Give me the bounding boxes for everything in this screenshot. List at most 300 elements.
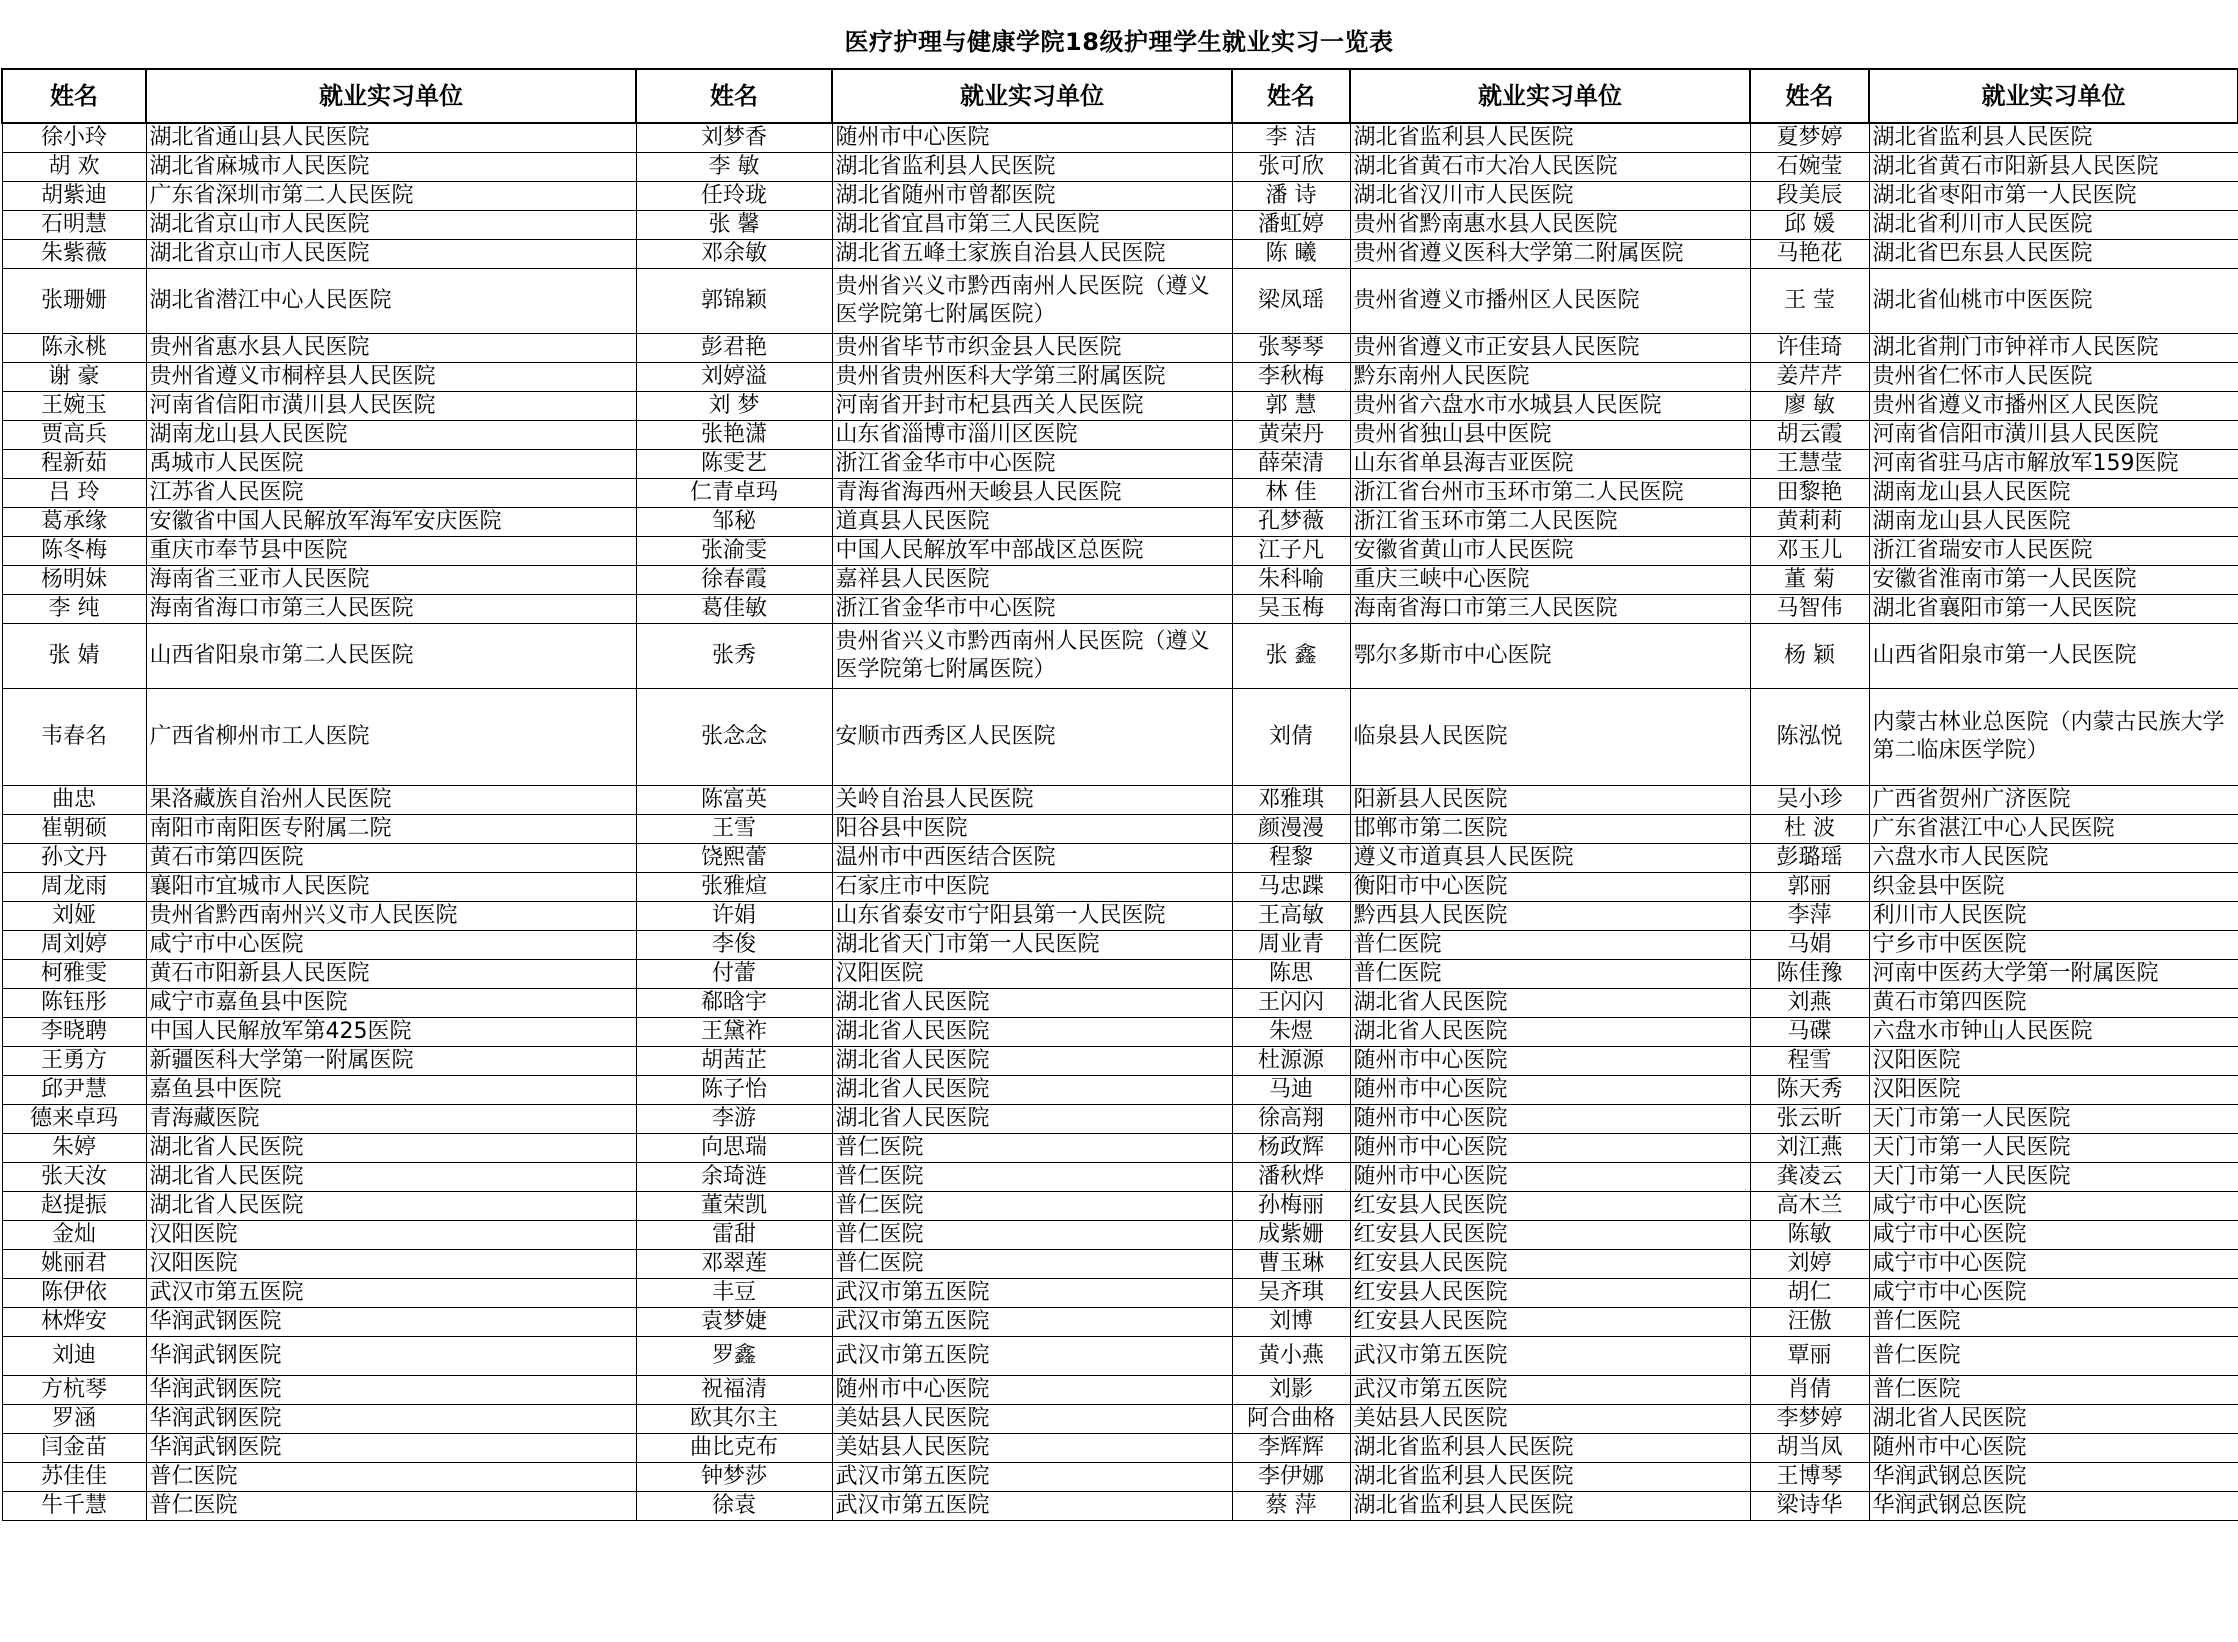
student-name-cell: 张珊姗 [2, 269, 146, 334]
placement-unit-cell: 广东省深圳市第二人民医院 [146, 182, 636, 211]
placement-unit-cell: 果洛藏族自治州人民医院 [146, 786, 636, 815]
placement-unit-cell: 重庆市奉节县中医院 [146, 537, 636, 566]
student-name-cell: 周龙雨 [2, 873, 146, 902]
student-name-cell: 彭璐瑶 [1750, 844, 1869, 873]
placement-unit-cell: 湖北省人民医院 [832, 1047, 1232, 1076]
student-name-cell: 韦春名 [2, 689, 146, 786]
header-name-4: 姓名 [1750, 69, 1869, 123]
header-unit-2: 就业实习单位 [832, 69, 1232, 123]
student-name-cell: 刘娅 [2, 902, 146, 931]
placement-unit-cell: 贵州省遵义市桐梓县人民医院 [146, 363, 636, 392]
student-name-cell: 徐小玲 [2, 123, 146, 153]
header-unit-4: 就业实习单位 [1869, 69, 2238, 123]
student-name-cell: 邓雅琪 [1232, 786, 1350, 815]
table-row [2, 624, 2238, 689]
student-name-cell: 孙梅丽 [1232, 1192, 1350, 1221]
placement-unit-cell: 贵州省遵义医科大学第二附属医院 [1350, 240, 1750, 269]
placement-unit-cell: 河南省开封市杞县西关人民医院 [832, 392, 1232, 421]
placement-unit-cell: 六盘水市人民医院 [1869, 844, 2238, 873]
placement-unit-cell: 湖北省巴东县人民医院 [1869, 240, 2238, 269]
student-name-cell: 胡云霞 [1750, 421, 1869, 450]
placement-unit-cell: 咸宁市中心医院 [1869, 1221, 2238, 1250]
placement-unit-cell: 华润武钢医院 [146, 1337, 636, 1376]
placement-unit-cell: 普仁医院 [1350, 931, 1750, 960]
placement-unit-cell: 浙江省瑞安市人民医院 [1869, 537, 2238, 566]
placement-unit-cell: 武汉市第五医院 [832, 1492, 1232, 1521]
student-name-cell: 胡 欢 [2, 153, 146, 182]
student-name-cell: 罗涵 [2, 1405, 146, 1434]
table-row [2, 566, 2238, 595]
placement-unit-cell: 红安县人民医院 [1350, 1192, 1750, 1221]
student-name-cell: 崔朝硕 [2, 815, 146, 844]
student-name-cell: 段美辰 [1750, 182, 1869, 211]
student-name-cell: 张念念 [636, 689, 832, 786]
placement-unit-cell: 贵州省黔南惠水县人民医院 [1350, 211, 1750, 240]
student-name-cell: 程新茹 [2, 450, 146, 479]
placement-unit-cell: 利川市人民医院 [1869, 902, 2238, 931]
student-name-cell: 石婉莹 [1750, 153, 1869, 182]
placement-unit-cell: 南阳市南阳医专附属二院 [146, 815, 636, 844]
table-row [2, 1463, 2238, 1492]
student-name-cell: 石明慧 [2, 211, 146, 240]
student-name-cell: 张天汝 [2, 1163, 146, 1192]
placement-unit-cell: 邯郸市第二医院 [1350, 815, 1750, 844]
placement-unit-cell: 青海省海西州天峻县人民医院 [832, 479, 1232, 508]
student-name-cell: 饶熙蕾 [636, 844, 832, 873]
table-row [2, 153, 2238, 182]
placement-unit-cell: 贵州省惠水县人民医院 [146, 334, 636, 363]
student-name-cell: 邱尹慧 [2, 1076, 146, 1105]
placement-unit-cell: 武汉市第五医院 [832, 1308, 1232, 1337]
placement-unit-cell: 贵州省独山县中医院 [1350, 421, 1750, 450]
placement-unit-cell: 湖北省麻城市人民医院 [146, 153, 636, 182]
student-name-cell: 张琴琴 [1232, 334, 1350, 363]
student-name-cell: 陈天秀 [1750, 1076, 1869, 1105]
student-name-cell: 邓玉儿 [1750, 537, 1869, 566]
student-name-cell: 成紫姗 [1232, 1221, 1350, 1250]
student-name-cell: 薛荣清 [1232, 450, 1350, 479]
student-name-cell: 谢 豪 [2, 363, 146, 392]
placement-unit-cell: 湖南龙山县人民医院 [146, 421, 636, 450]
placement-unit-cell: 黔西县人民医院 [1350, 902, 1750, 931]
placement-unit-cell: 武汉市第五医院 [1350, 1376, 1750, 1405]
placement-unit-cell: 江苏省人民医院 [146, 479, 636, 508]
student-name-cell: 黄莉莉 [1750, 508, 1869, 537]
placement-unit-cell: 华润武钢总医院 [1869, 1492, 2238, 1521]
student-name-cell: 许娟 [636, 902, 832, 931]
student-name-cell: 柯雅雯 [2, 960, 146, 989]
student-name-cell: 杨明妹 [2, 566, 146, 595]
placement-unit-cell: 湖北省黄石市阳新县人民医院 [1869, 153, 2238, 182]
student-name-cell: 王博琴 [1750, 1463, 1869, 1492]
placement-unit-cell: 普仁医院 [1869, 1337, 2238, 1376]
student-name-cell: 程雪 [1750, 1047, 1869, 1076]
table-row [2, 508, 2238, 537]
student-name-cell: 潘秋烨 [1232, 1163, 1350, 1192]
student-name-cell: 吴玉梅 [1232, 595, 1350, 624]
placement-unit-cell: 华润武钢医院 [146, 1308, 636, 1337]
placement-unit-cell: 黄石市阳新县人民医院 [146, 960, 636, 989]
table-row [2, 182, 2238, 211]
student-name-cell: 陈 曦 [1232, 240, 1350, 269]
student-name-cell: 梁凤瑶 [1232, 269, 1350, 334]
placement-unit-cell: 普仁医院 [146, 1492, 636, 1521]
student-name-cell: 张云昕 [1750, 1105, 1869, 1134]
student-name-cell: 张可欣 [1232, 153, 1350, 182]
student-name-cell: 阿合曲格 [1232, 1405, 1350, 1434]
placement-unit-cell: 武汉市第五医院 [146, 1279, 636, 1308]
student-name-cell: 胡紫迪 [2, 182, 146, 211]
table-row [2, 815, 2238, 844]
student-name-cell: 张 鑫 [1232, 624, 1350, 689]
table-row [2, 1047, 2238, 1076]
student-name-cell: 任玲珑 [636, 182, 832, 211]
placement-unit-cell: 襄阳市宜城市人民医院 [146, 873, 636, 902]
intern-placement-table [1, 68, 2238, 1521]
student-name-cell: 王慧莹 [1750, 450, 1869, 479]
student-name-cell: 曲忠 [2, 786, 146, 815]
student-name-cell: 夏梦婷 [1750, 123, 1869, 153]
student-name-cell: 李秋梅 [1232, 363, 1350, 392]
table-row [2, 1376, 2238, 1405]
placement-unit-cell: 贵州省遵义市播州区人民医院 [1350, 269, 1750, 334]
student-name-cell: 程黎 [1232, 844, 1350, 873]
student-name-cell: 闫金苗 [2, 1434, 146, 1463]
student-name-cell: 杜源源 [1232, 1047, 1350, 1076]
placement-unit-cell: 华润武钢医院 [146, 1376, 636, 1405]
student-name-cell: 张渝雯 [636, 537, 832, 566]
placement-unit-cell: 湖北省汉川市人民医院 [1350, 182, 1750, 211]
table-row [2, 1337, 2238, 1376]
student-name-cell: 徐高翔 [1232, 1105, 1350, 1134]
student-name-cell: 李梦婷 [1750, 1405, 1869, 1434]
placement-unit-cell: 湖北省随州市曾都医院 [832, 182, 1232, 211]
student-name-cell: 王勇方 [2, 1047, 146, 1076]
placement-unit-cell: 红安县人民医院 [1350, 1250, 1750, 1279]
student-name-cell: 姚丽君 [2, 1250, 146, 1279]
student-name-cell: 罗鑫 [636, 1337, 832, 1376]
placement-unit-cell: 关岭自治县人民医院 [832, 786, 1232, 815]
student-name-cell: 李伊娜 [1232, 1463, 1350, 1492]
placement-unit-cell: 随州市中心医院 [1350, 1076, 1750, 1105]
table-row [2, 1279, 2238, 1308]
student-name-cell: 马碟 [1750, 1018, 1869, 1047]
student-name-cell: 方杭琴 [2, 1376, 146, 1405]
student-name-cell: 祝福清 [636, 1376, 832, 1405]
student-name-cell: 邓翠莲 [636, 1250, 832, 1279]
student-name-cell: 吴齐琪 [1232, 1279, 1350, 1308]
student-name-cell: 郭锦颖 [636, 269, 832, 334]
placement-unit-cell: 湖北省监利县人民医院 [1350, 1463, 1750, 1492]
student-name-cell: 肖倩 [1750, 1376, 1869, 1405]
placement-unit-cell: 海南省三亚市人民医院 [146, 566, 636, 595]
placement-unit-cell: 普仁医院 [146, 1463, 636, 1492]
student-name-cell: 李俊 [636, 931, 832, 960]
student-name-cell: 胡当凤 [1750, 1434, 1869, 1463]
placement-unit-cell: 湖北省天门市第一人民医院 [832, 931, 1232, 960]
student-name-cell: 徐春霞 [636, 566, 832, 595]
placement-unit-cell: 武汉市第五医院 [832, 1337, 1232, 1376]
student-name-cell: 董荣凯 [636, 1192, 832, 1221]
student-name-cell: 王 莹 [1750, 269, 1869, 334]
student-name-cell: 黄小燕 [1232, 1337, 1350, 1376]
placement-unit-cell: 安徽省淮南市第一人民医院 [1869, 566, 2238, 595]
placement-unit-cell: 阳新县人民医院 [1350, 786, 1750, 815]
table-row [2, 1221, 2238, 1250]
student-name-cell: 龚凌云 [1750, 1163, 1869, 1192]
student-name-cell: 马娟 [1750, 931, 1869, 960]
table-row [2, 211, 2238, 240]
student-name-cell: 许佳琦 [1750, 334, 1869, 363]
placement-unit-cell: 安顺市西秀区人民医院 [832, 689, 1232, 786]
student-name-cell: 李 洁 [1232, 123, 1350, 153]
placement-unit-cell: 湖南龙山县人民医院 [1869, 479, 2238, 508]
placement-unit-cell: 湖北省人民医院 [832, 1105, 1232, 1134]
student-name-cell: 黄荣丹 [1232, 421, 1350, 450]
student-name-cell: 葛承缘 [2, 508, 146, 537]
table-row [2, 334, 2238, 363]
placement-unit-cell: 贵州省仁怀市人民医院 [1869, 363, 2238, 392]
placement-unit-cell: 随州市中心医院 [832, 1376, 1232, 1405]
placement-unit-cell: 咸宁市嘉鱼县中医院 [146, 989, 636, 1018]
student-name-cell: 刘 梦 [636, 392, 832, 421]
placement-unit-cell: 山西省阳泉市第一人民医院 [1869, 624, 2238, 689]
table-row [2, 392, 2238, 421]
student-name-cell: 丰豆 [636, 1279, 832, 1308]
placement-unit-cell: 武汉市第五医院 [832, 1279, 1232, 1308]
student-name-cell: 张秀 [636, 624, 832, 689]
placement-unit-cell: 红安县人民医院 [1350, 1279, 1750, 1308]
student-name-cell: 付蕾 [636, 960, 832, 989]
student-name-cell: 邱 媛 [1750, 211, 1869, 240]
header-name-1: 姓名 [2, 69, 146, 123]
student-name-cell: 欧其尔主 [636, 1405, 832, 1434]
placement-unit-cell: 浙江省金华市中心医院 [832, 595, 1232, 624]
student-name-cell: 陈子怡 [636, 1076, 832, 1105]
student-name-cell: 杜 波 [1750, 815, 1869, 844]
student-name-cell: 蔡 萍 [1232, 1492, 1350, 1521]
placement-unit-cell: 中国人民解放军第425医院 [146, 1018, 636, 1047]
placement-unit-cell: 湖北省监利县人民医院 [832, 153, 1232, 182]
placement-unit-cell: 随州市中心医院 [1350, 1163, 1750, 1192]
placement-unit-cell: 鄂尔多斯市中心医院 [1350, 624, 1750, 689]
placement-unit-cell: 海南省海口市第三人民医院 [1350, 595, 1750, 624]
student-name-cell: 覃丽 [1750, 1337, 1869, 1376]
placement-unit-cell: 咸宁市中心医院 [1869, 1192, 2238, 1221]
student-name-cell: 李萍 [1750, 902, 1869, 931]
student-name-cell: 苏佳佳 [2, 1463, 146, 1492]
student-name-cell: 田黎艳 [1750, 479, 1869, 508]
student-name-cell: 钟梦莎 [636, 1463, 832, 1492]
placement-unit-cell: 山东省单县海吉亚医院 [1350, 450, 1750, 479]
placement-unit-cell: 随州市中心医院 [1350, 1105, 1750, 1134]
student-name-cell: 王雪 [636, 815, 832, 844]
placement-unit-cell: 衡阳市中心医院 [1350, 873, 1750, 902]
student-name-cell: 刘婷 [1750, 1250, 1869, 1279]
placement-unit-cell: 湖北省潜江中心人民医院 [146, 269, 636, 334]
table-row [2, 1134, 2238, 1163]
header-unit-1: 就业实习单位 [146, 69, 636, 123]
student-name-cell: 郭丽 [1750, 873, 1869, 902]
student-name-cell: 廖 敏 [1750, 392, 1869, 421]
student-name-cell: 牛千慧 [2, 1492, 146, 1521]
placement-unit-cell: 广东省湛江中心人民医院 [1869, 815, 2238, 844]
placement-unit-cell: 浙江省台州市玉环市第二人民医院 [1350, 479, 1750, 508]
placement-unit-cell: 普仁医院 [1350, 960, 1750, 989]
student-name-cell: 董 菊 [1750, 566, 1869, 595]
placement-unit-cell: 普仁医院 [832, 1250, 1232, 1279]
table-row [2, 844, 2238, 873]
student-name-cell: 邓余敏 [636, 240, 832, 269]
student-name-cell: 高木兰 [1750, 1192, 1869, 1221]
student-name-cell: 向思瑞 [636, 1134, 832, 1163]
table-row [2, 689, 2238, 786]
placement-unit-cell: 湖南龙山县人民医院 [1869, 508, 2238, 537]
student-name-cell: 金灿 [2, 1221, 146, 1250]
table-row [2, 240, 2238, 269]
table-row [2, 873, 2238, 902]
placement-unit-cell: 黄石市第四医院 [146, 844, 636, 873]
placement-unit-cell: 湖北省五峰土家族自治县人民医院 [832, 240, 1232, 269]
student-name-cell: 马智伟 [1750, 595, 1869, 624]
placement-unit-cell: 咸宁市中心医院 [146, 931, 636, 960]
student-name-cell: 潘虹婷 [1232, 211, 1350, 240]
placement-unit-cell: 贵州省黔西南州兴义市人民医院 [146, 902, 636, 931]
table-row [2, 1192, 2238, 1221]
student-name-cell: 孙文丹 [2, 844, 146, 873]
student-name-cell: 江子凡 [1232, 537, 1350, 566]
table-row [2, 1105, 2238, 1134]
placement-unit-cell: 湖北省枣阳市第一人民医院 [1869, 182, 2238, 211]
placement-unit-cell: 普仁医院 [832, 1221, 1232, 1250]
placement-unit-cell: 随州市中心医院 [1350, 1134, 1750, 1163]
student-name-cell: 雷甜 [636, 1221, 832, 1250]
student-name-cell: 孔梦薇 [1232, 508, 1350, 537]
table-row [2, 1492, 2238, 1521]
placement-unit-cell: 黔东南州人民医院 [1350, 363, 1750, 392]
student-name-cell: 陈雯艺 [636, 450, 832, 479]
table-row [2, 1405, 2238, 1434]
student-name-cell: 陈富英 [636, 786, 832, 815]
student-name-cell: 陈永桃 [2, 334, 146, 363]
table-row [2, 902, 2238, 931]
placement-unit-cell: 湖北省仙桃市中医医院 [1869, 269, 2238, 334]
placement-unit-cell: 嘉祥县人民医院 [832, 566, 1232, 595]
placement-unit-cell: 安徽省黄山市人民医院 [1350, 537, 1750, 566]
placement-unit-cell: 美姑县人民医院 [832, 1405, 1232, 1434]
placement-unit-cell: 河南省信阳市潢川县人民医院 [146, 392, 636, 421]
placement-unit-cell: 海南省海口市第三人民医院 [146, 595, 636, 624]
placement-unit-cell: 天门市第一人民医院 [1869, 1105, 2238, 1134]
placement-unit-cell: 山东省淄博市淄川区医院 [832, 421, 1232, 450]
table-row [2, 989, 2238, 1018]
placement-unit-cell: 内蒙古林业总医院（内蒙古民族大学第二临床医学院） [1869, 689, 2238, 786]
student-name-cell: 林烨安 [2, 1308, 146, 1337]
student-name-cell: 张雅煊 [636, 873, 832, 902]
placement-unit-cell: 浙江省金华市中心医院 [832, 450, 1232, 479]
placement-unit-cell: 武汉市第五医院 [832, 1463, 1232, 1492]
placement-unit-cell: 湖北省人民医院 [832, 989, 1232, 1018]
student-name-cell: 王闪闪 [1232, 989, 1350, 1018]
placement-unit-cell: 青海藏医院 [146, 1105, 636, 1134]
placement-unit-cell: 天门市第一人民医院 [1869, 1134, 2238, 1163]
table-row [2, 1163, 2238, 1192]
placement-unit-cell: 汉阳医院 [146, 1221, 636, 1250]
student-name-cell: 曹玉琳 [1232, 1250, 1350, 1279]
student-name-cell: 刘江燕 [1750, 1134, 1869, 1163]
placement-unit-cell: 河南省信阳市潢川县人民医院 [1869, 421, 2238, 450]
student-name-cell: 陈佳豫 [1750, 960, 1869, 989]
placement-unit-cell: 湖北省人民医院 [832, 1076, 1232, 1105]
table-row [2, 537, 2238, 566]
student-name-cell: 马忠蹀 [1232, 873, 1350, 902]
placement-unit-cell: 咸宁市中心医院 [1869, 1279, 2238, 1308]
table-row [2, 363, 2238, 392]
placement-unit-cell: 武汉市第五医院 [1350, 1337, 1750, 1376]
placement-unit-cell: 普仁医院 [1869, 1308, 2238, 1337]
student-name-cell: 刘燕 [1750, 989, 1869, 1018]
student-name-cell: 陈敏 [1750, 1221, 1869, 1250]
header-unit-3: 就业实习单位 [1350, 69, 1750, 123]
placement-unit-cell: 湖北省荆门市钟祥市人民医院 [1869, 334, 2238, 363]
table-row [2, 450, 2238, 479]
student-name-cell: 张艳潇 [636, 421, 832, 450]
student-name-cell: 吕 玲 [2, 479, 146, 508]
placement-unit-cell: 汉阳医院 [1869, 1076, 2238, 1105]
placement-unit-cell: 山西省阳泉市第二人民医院 [146, 624, 636, 689]
placement-unit-cell: 贵州省遵义市正安县人民医院 [1350, 334, 1750, 363]
placement-unit-cell: 黄石市第四医院 [1869, 989, 2238, 1018]
placement-unit-cell: 贵州省兴义市黔西南州人民医院（遵义医学院第七附属医院） [832, 269, 1232, 334]
table-row [2, 1018, 2238, 1047]
student-name-cell: 陈伊依 [2, 1279, 146, 1308]
table-body [2, 123, 2238, 1521]
student-name-cell: 梁诗华 [1750, 1492, 1869, 1521]
placement-unit-cell: 贵州省兴义市黔西南州人民医院（遵义医学院第七附属医院） [832, 624, 1232, 689]
placement-unit-cell: 普仁医院 [832, 1192, 1232, 1221]
student-name-cell: 余琦涟 [636, 1163, 832, 1192]
placement-unit-cell: 新疆医科大学第一附属医院 [146, 1047, 636, 1076]
placement-unit-cell: 嘉鱼县中医院 [146, 1076, 636, 1105]
placement-unit-cell: 道真县人民医院 [832, 508, 1232, 537]
placement-unit-cell: 宁乡市中医医院 [1869, 931, 2238, 960]
placement-unit-cell: 中国人民解放军中部战区总医院 [832, 537, 1232, 566]
placement-unit-cell: 湖北省京山市人民医院 [146, 240, 636, 269]
table-row [2, 421, 2238, 450]
placement-unit-cell: 湖北省人民医院 [1350, 1018, 1750, 1047]
placement-unit-cell: 六盘水市钟山人民医院 [1869, 1018, 2238, 1047]
placement-unit-cell: 湖北省监利县人民医院 [1350, 1492, 1750, 1521]
placement-unit-cell: 临泉县人民医院 [1350, 689, 1750, 786]
table-header-row [2, 69, 2238, 123]
placement-unit-cell: 湖北省宜昌市第三人民医院 [832, 211, 1232, 240]
student-name-cell: 杨政辉 [1232, 1134, 1350, 1163]
placement-unit-cell: 石家庄市中医院 [832, 873, 1232, 902]
student-name-cell: 刘迪 [2, 1337, 146, 1376]
placement-unit-cell: 湖北省监利县人民医院 [1350, 1434, 1750, 1463]
student-name-cell: 刘婷溢 [636, 363, 832, 392]
student-name-cell: 贾高兵 [2, 421, 146, 450]
student-name-cell: 郗晗宇 [636, 989, 832, 1018]
student-name-cell: 杨 颖 [1750, 624, 1869, 689]
student-name-cell: 葛佳敏 [636, 595, 832, 624]
header-name-2: 姓名 [636, 69, 832, 123]
student-name-cell: 陈冬梅 [2, 537, 146, 566]
placement-unit-cell: 随州市中心医院 [832, 123, 1232, 153]
student-name-cell: 周业青 [1232, 931, 1350, 960]
placement-unit-cell: 广西省贺州广济医院 [1869, 786, 2238, 815]
student-name-cell: 潘 诗 [1232, 182, 1350, 211]
